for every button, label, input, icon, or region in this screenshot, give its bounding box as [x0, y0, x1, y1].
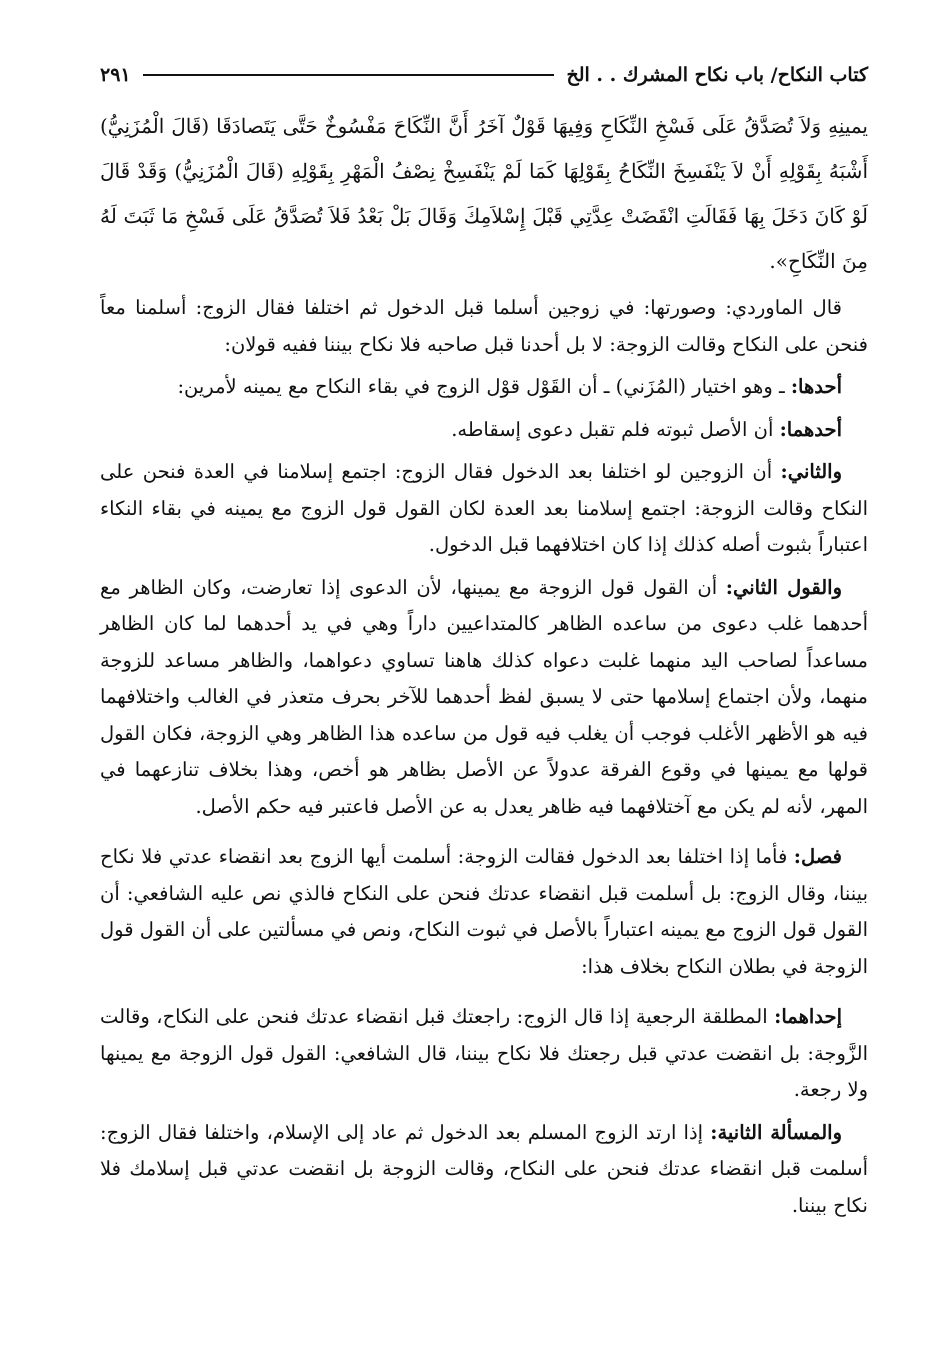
paragraph-7-text: المطلقة الرجعية إذا قال الزوج: راجعتك قبل انقضاء عدتك فنحن على النكاح، وقالت الزَّوجة: بل انقضت عدتي قبل رجعتك فلا نكاح بيننا، قال الشافعي: القول قول الزوجة مع يمينها ولا رجعة. — [100, 1005, 868, 1101]
paragraph-1-text: قال الماوردي: وصورتها: في زوجين أسلما قبل الدخول ثم اختلفا فقال الزوج: أسلمنا معاً فنحن على النكاح وقالت الزوجة: لا بل أحدنا قبل صاحبه فلا نكاح بيننا ففيه قولان: — [100, 296, 868, 356]
paragraph-7-lead: إحداهما: — [774, 1005, 842, 1028]
paragraph-6 — [100, 839, 868, 985]
running-header — [100, 58, 868, 92]
paragraph-2 — [100, 369, 868, 406]
paragraph-4 — [100, 454, 868, 564]
paragraph-1 — [100, 290, 868, 363]
paragraph-2-text: ـ وهو اختيار (المُزَني) ـ أن القَوْل قوْل الزوج في بقاء النكاح مع يمينه لأمرين: — [177, 375, 791, 398]
page-number: ٢٩١ — [100, 64, 131, 86]
paragraph-2-lead: أحدها: — [790, 375, 842, 398]
paragraph-4-lead: والثاني: — [780, 460, 842, 483]
paragraph-3-lead: أحدهما: — [779, 417, 842, 441]
paragraph-7 — [100, 999, 868, 1109]
paragraph-3-text: أن الأصل ثبوته فلم تقبل دعوى إسقاطه. — [451, 417, 780, 441]
chapter-title: كتاب النكاح/ باب نكاح المشرك . . الخ — [566, 64, 868, 86]
paragraph-5-text: أن القول قول الزوجة مع يمينها، لأن الدعوى إذا تعارضت، وكان الظاهر مع أحدهما غلب دعوى من ساعده الظاهر كالمتداعيين داراً وهي في يد أحدهما لما كان الظاهر مساعداً لصاحب اليد منهما غلبت دعواه كذلك هاهنا تساوي دعواهما، والظاهر مساعد للزوجة منهما، ولأن اجتماع إسلامها حتى لا يسبق لفظ أحدهما للآخر بحرف متعذر في الغالب واختلافهما فيه هو الأظهر الأغلب فوجب أن يغلب فيه قول من ساعده هذا الظاهر وهي الزوجة، فكان القول قولها مع يمينها في وقوع الفرقة عدولاً عن الأصل بظاهر هو أخص، وهذا بخلاف تنازعهما في المهر، لأنه لم يكن مع آختلافهما فيه ظاهر يعدل به عن الأصل فاعتبر فيه حكم الأصل. — [100, 575, 868, 818]
paragraph-8-text: إذا ارتد الزوج المسلم بعد الدخول ثم عاد إلى الإسلام، واختلفا فقال الزوج: أسلمت قبل انقضاء عدتك فنحن على النكاح، وقالت الزوجة بل انقضت عدتي قبل إسلامك فلا نكاح بيننا. — [100, 1120, 868, 1217]
book-page — [100, 58, 868, 1330]
page-body — [100, 104, 868, 1224]
paragraph-5-lead: والقول الثاني: — [725, 575, 842, 599]
quoted-text: يمينِهِ وَلاَ تُصَدَّقُ عَلَى فَسْخِ النِّكَاحِ وَفِيهَا قَوْلٌ آخَرُ أَنَّ النِّكَاحَ مَفْسُوخٌ حَتَّى يَتَصادَقَا (قَالَ الْمُزَنِيُّ) أَشْبَهُ بِقَوْلِهِ أَنْ لاَ يَنْفَسِخَ النِّكَاحُ بِقَوْلِهَا كَمَا لَمْ يَنْفَسِخْ نِصْفُ الْمَهْرِ بِقَوْلِهِ (قَالَ الْمُزَنِيُّ) وَقَدْ قَالَ لَوْ كَانَ دَخَلَ بِهَا فَقَالَتِ انْقَضَتْ عِدَّتِي قَبْلَ إِسْلاَمِكَ وَقَالَ بَلْ بَعْدُ فَلاَ تُصَدَّقُ عَلَى فَسْخِ مَا ثَبَتَ لَهُ مِنَ النِّكَاحِ». — [100, 114, 868, 273]
paragraph-6-lead: فصل: — [793, 845, 842, 868]
paragraph-8-lead: والمسألة الثانية: — [710, 1120, 842, 1144]
paragraph-3 — [100, 412, 868, 449]
paragraph-8 — [100, 1115, 868, 1225]
paragraph-6-text: فأما إذا اختلفا بعد الدخول فقالت الزوجة: أسلمت أيها الزوج بعد انقضاء عدتي فلا نكاح بيننا، وقال الزوج: بل أسلمت قبل انقضاء عدتك فنحن على النكاح فالذي نص عليه الشافعي: أن القول قول الزوج مع يمينه اعتباراً بالأصل في ثبوت النكاح، ونص في مسألتين على أن القول قول الزوجة في بطلان النكاح بخلاف هذا: — [100, 845, 868, 978]
paragraph-5 — [100, 570, 868, 826]
paragraph-4-text: أن الزوجين لو اختلفا بعد الدخول فقال الزوج: اجتمع إسلامنا في العدة فنحن على النكاح وقالت الزوجة: اجتمع إسلامنا بعد العدة لكان القول قول الزوج مع يمينه في بقاء النكاء اعتباراً بثبوت أصله كذلك إذا كان اختلافهما قبل الدخول. — [100, 460, 868, 556]
header-rule — [143, 74, 555, 76]
